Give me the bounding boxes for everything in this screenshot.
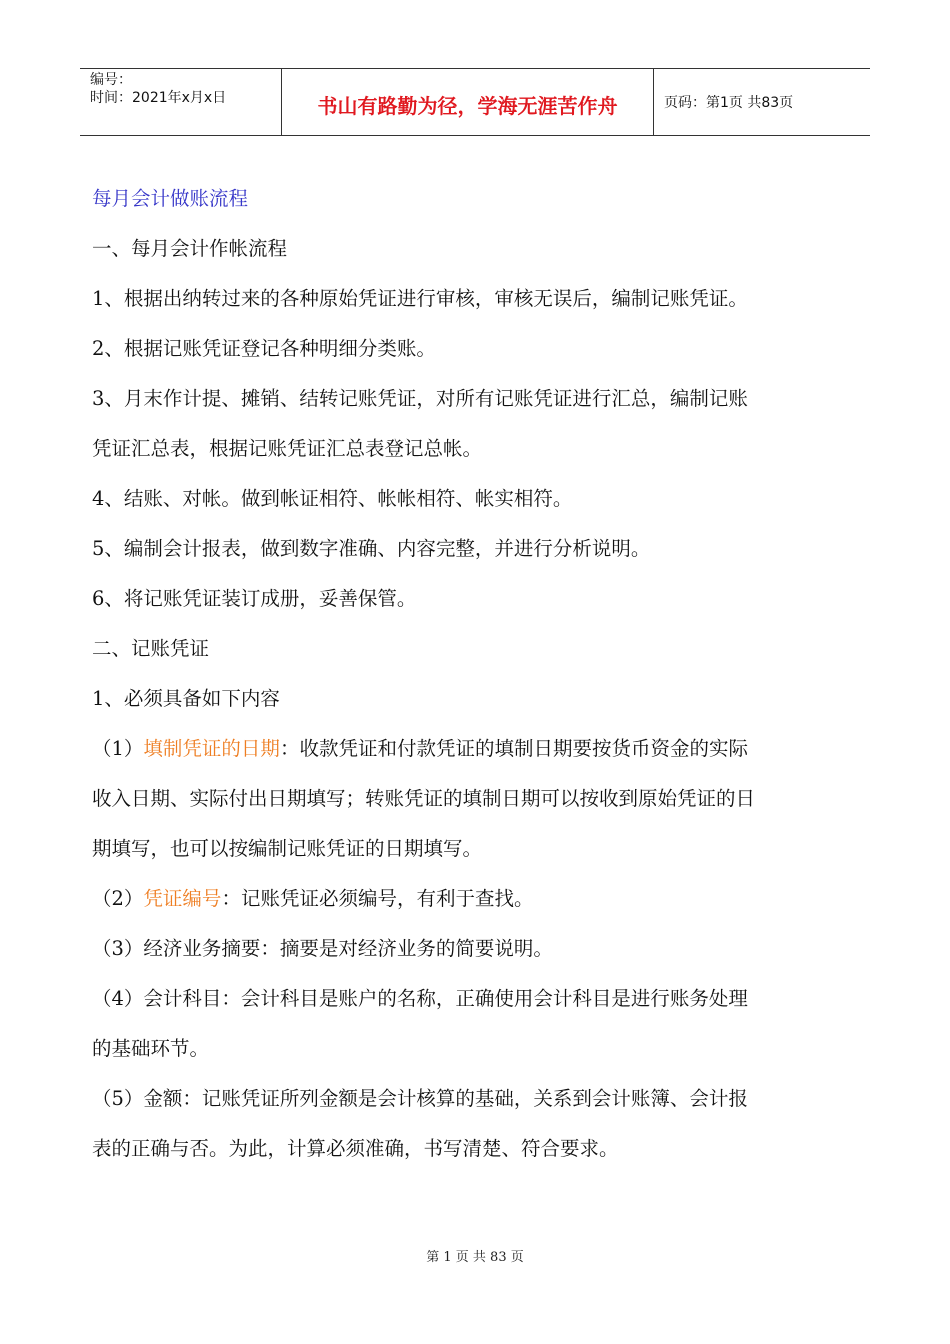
highlighted-term: 填制凭证的日期 (143, 737, 280, 760)
page-footer: 第 1 页 共 83 页 (426, 1250, 524, 1265)
paragraph: （4）会计科目：会计科目是账户的名称，正确使用会计科目是进行账务处理 (92, 987, 748, 1010)
item-prefix: （1） (92, 737, 144, 760)
item-text: ：收款凭证和付款凭证的填制日期要按货币资金的实际 (279, 737, 748, 760)
page-header (80, 68, 870, 136)
section-heading: 二、记账凭证 (92, 637, 210, 660)
paragraph: 期填写，也可以按编制记账凭证的日期填写。 (92, 837, 483, 860)
item-prefix: （2） (92, 887, 144, 910)
paragraph: 3、月末作计提、摊销、结转记账凭证，对所有记账凭证进行汇总，编制记账 (92, 387, 748, 410)
document-time-label: 时间：2021年x月x日 (90, 90, 227, 106)
paragraph: 4、结账、对帐。做到帐证相符、帐帐相符、帐实相符。 (92, 487, 573, 510)
paragraph: （3）经济业务摘要：摘要是对经济业务的简要说明。 (92, 937, 553, 960)
paragraph: 1、根据出纳转过来的各种原始凭证进行审核，审核无误后，编制记账凭证。 (92, 287, 748, 310)
section-heading: 一、每月会计作帐流程 (92, 237, 288, 260)
document-body (92, 174, 862, 1174)
document-number-label: 编号： (90, 72, 132, 88)
paragraph (92, 874, 862, 924)
paragraph: 收入日期、实际付出日期填写；转账凭证的填制日期可以按收到原始凭证的日 (92, 787, 756, 810)
paragraph: 表的正确与否。为此，计算必须准确，书写清楚、符合要求。 (92, 1137, 619, 1160)
paragraph: （5）金额：记账凭证所列金额是会计核算的基础，关系到会计账簿、会计报 (92, 1087, 748, 1110)
header-page-info: 页码：第1页 共83页 (664, 95, 794, 111)
document-title: 每月会计做账流程 (92, 187, 249, 210)
subsection-heading: 1、必须具备如下内容 (92, 687, 280, 710)
item-text: ：记账凭证必须编号，有利于查找。 (221, 887, 534, 910)
highlighted-term: 凭证编号 (143, 887, 222, 910)
paragraph: 2、根据记账凭证登记各种明细分类账。 (92, 337, 436, 360)
header-motto: 书山有路勤为径，学海无涯苦作舟 (282, 69, 654, 135)
paragraph: 凭证汇总表，根据记账凭证汇总表登记总帐。 (92, 437, 483, 460)
paragraph: 的基础环节。 (92, 1037, 210, 1060)
paragraph: 5、编制会计报表，做到数字准确、内容完整，并进行分析说明。 (92, 537, 651, 560)
paragraph (92, 724, 862, 774)
paragraph: 6、将记账凭证装订成册，妥善保管。 (92, 587, 417, 610)
header-meta (80, 69, 282, 135)
